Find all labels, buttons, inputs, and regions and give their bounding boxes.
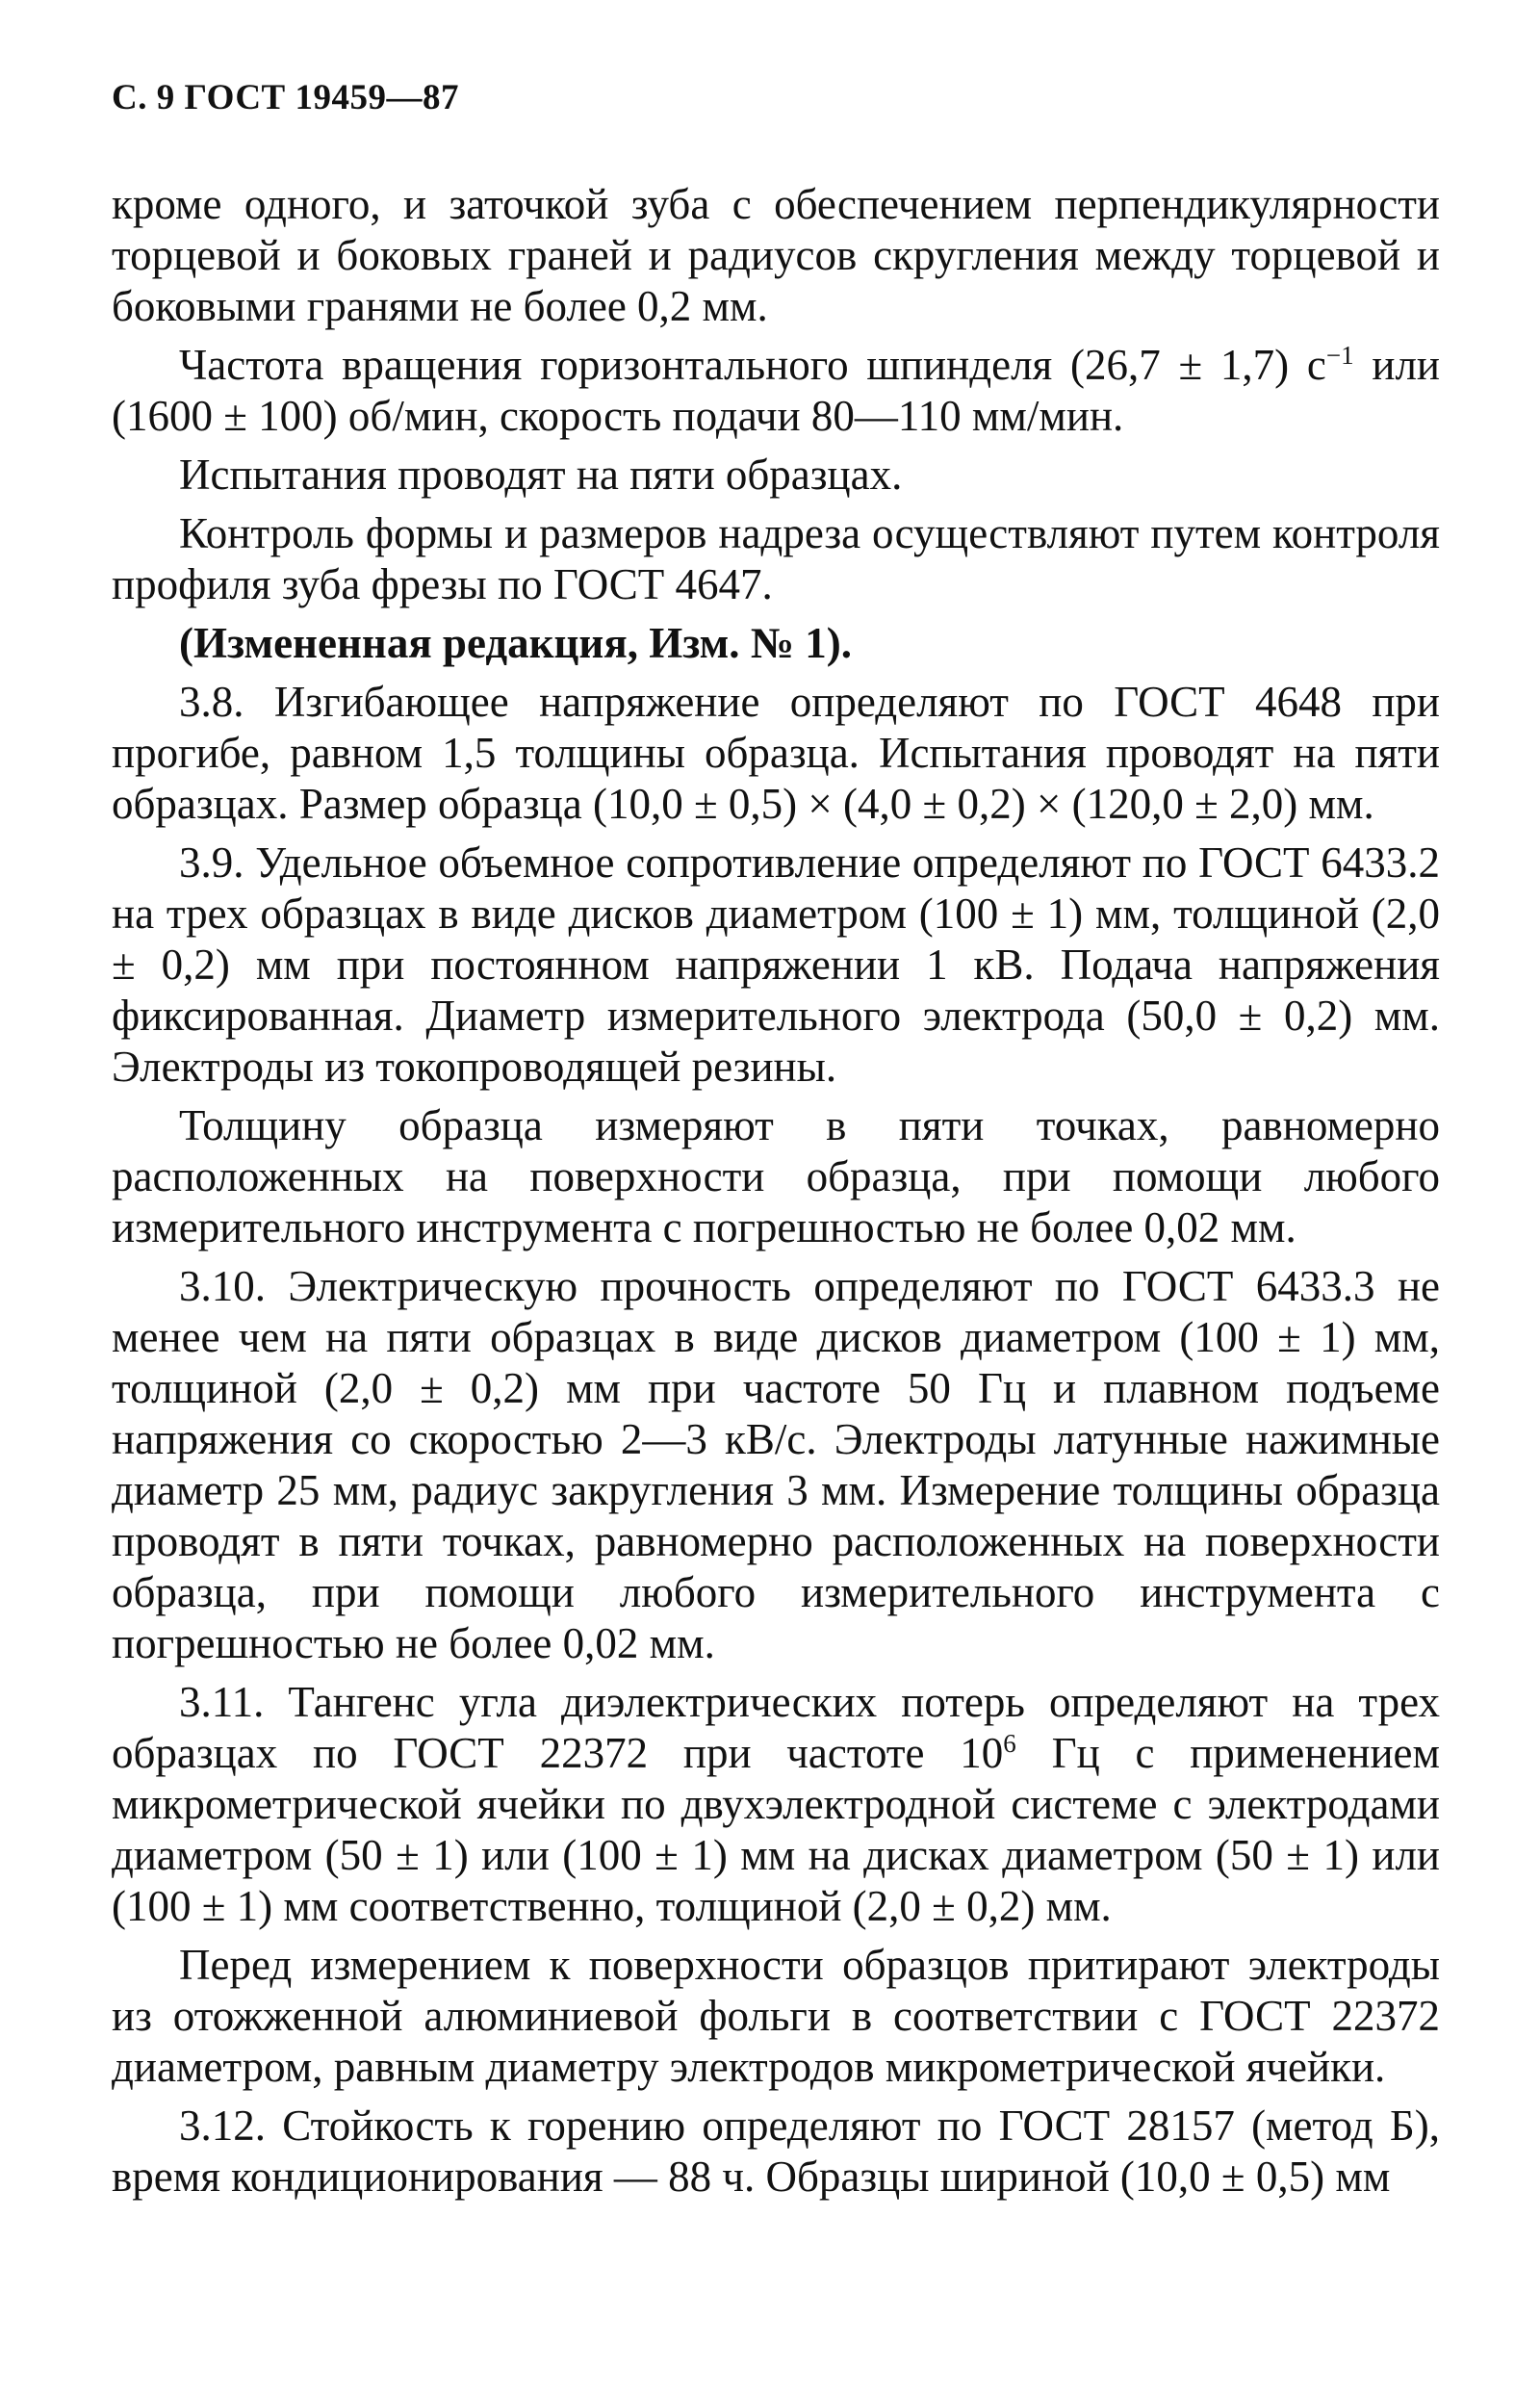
paragraph-continuation: кроме одного, и заточкой зуба с обеспечением перпендикулярности торцевой и боковых граней и радиусов скругления между торцевой и боковыми гранями не более 0,2 мм. <box>112 180 1440 330</box>
section-3-12: 3.12. Стойкость к горению определяют по ГОСТ 28157 (метод Б), время кондиционирования — 88 ч. Образцы шириной (10,0 ± 0,5) мм <box>112 2101 1440 2201</box>
document-page <box>112 77 1440 2210</box>
section-3-11 <box>112 1677 1440 1932</box>
paragraph-tests-five: Испытания проводят на пяти образцах. <box>179 451 903 499</box>
paragraph-spindle-speed <box>112 340 1440 442</box>
paragraph-text: 3.11. Тангенс угла диэлектрических потерь определяют на трех образцах по ГОСТ 22372 при частоте 10 <box>112 1678 1440 1777</box>
page-header: С. 9 ГОСТ 19459—87 <box>112 78 459 117</box>
superscript: 6 <box>1003 1729 1016 1758</box>
section-3-10: 3.10. Электрическую прочность определяют по ГОСТ 6433.3 не менее чем на пяти образцах в виде дисков диаметром (100 ± 1) мм, толщиной (2,0 ± 0,2) мм при частоте 50 Гц и плавном подъеме напряжения со скоростью 2—3 кВ/с. Электроды латунные нажимные диаметр 25 мм, радиус закругления 3 мм. Измерение толщины образца проводят в пяти точках, равномерно расположенных на поверхности образца, при помощи любого измерительного инструмента с погрешностью не более 0,02 мм. <box>112 1262 1440 1667</box>
amendment-note: (Измененная редакция, Изм. № 1). <box>179 619 853 667</box>
paragraph-text: или (1600 ± 100) об/мин, скорость подачи 80—110 мм/мин. <box>112 341 1440 440</box>
paragraph-electrodes-foil: Перед измерением к поверхности образцов притирают электроды из отожженной алюминиевой фольги в соответствии с ГОСТ 22372 диаметром, равным диаметру электродов микрометрической ячейки. <box>112 1941 1440 2091</box>
section-3-8: 3.8. Изгибающее напряжение определяют по ГОСТ 4648 при прогибе, равном 1,5 толщины образца. Испытания проводят на пяти образцах. Размер образца (10,0 ± 0,5) × (4,0 ± 0,2) × (120,0 ± 2,0) мм. <box>112 678 1440 828</box>
paragraph-text: Гц с применением микрометрической ячейки по двухэлектродной системе с электродами диаметром (50 ± 1) или (100 ± 1) мм на дисках диаметром (50 ± 1) или (100 ± 1) мм соответственно, толщиной (2,0 ± 0,2) мм. <box>112 1729 1440 1930</box>
paragraph-thickness-measure: Толщину образца измеряют в пяти точках, равномерно расположенных на поверхности образца, при помощи любого измерительного инструмента с погрешностью не более 0,02 мм. <box>112 1101 1440 1251</box>
section-3-9: 3.9. Удельное объемное сопротивление определяют по ГОСТ 6433.2 на трех образцах в виде дисков диаметром (100 ± 1) мм, толщиной (2,0 ± 0,2) мм при постоянном напряжении 1 кВ. Подача напряжения фиксированная. Диаметр измерительного электрода (50,0 ± 0,2) мм. Электроды из токопроводящей резины. <box>112 838 1440 1091</box>
paragraph-text: Частота вращения горизонтального шпинделя (26,7 ± 1,7) с <box>179 341 1326 389</box>
superscript: −1 <box>1325 341 1354 370</box>
paragraph-notch-control: Контроль формы и размеров надреза осуществляют путем контроля профиля зуба фрезы по ГОСТ 4647. <box>112 509 1440 608</box>
